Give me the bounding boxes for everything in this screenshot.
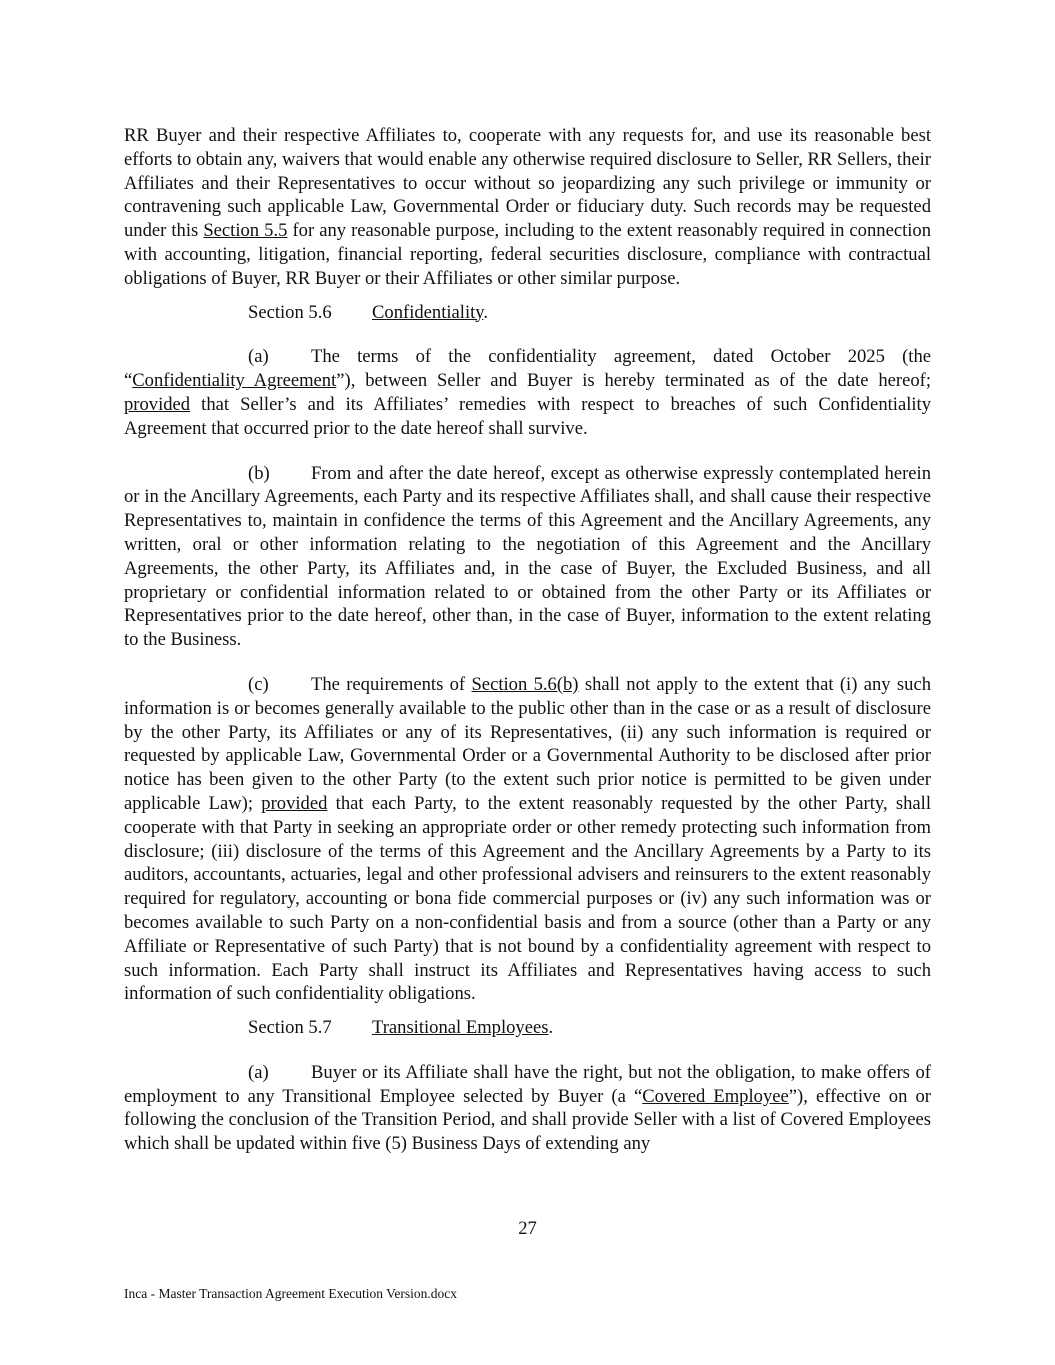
paragraph-5-7-a xyxy=(124,1061,931,1156)
section-5-6-b-reference: Section 5.6(b) xyxy=(471,673,579,695)
text: The terms of the confidentiality agreement, dated October 2025 (the “ xyxy=(124,346,931,392)
defined-term: Covered Employee xyxy=(642,1085,789,1107)
text: RR Buyer and their respective Affiliates to, cooperate with any requests for, and use its reasonable best efforts to obtain any, waivers that would enable any otherwise required disclosure to Seller, RR Sellers, their Affiliates and their Representatives to occur without so jeopardizing any such privilege or immunity or contravening such applicable Law, Governmental Order or fiduciary duty. Such records may be requested under this xyxy=(124,125,931,242)
paragraph-5-6-b xyxy=(124,462,931,652)
section-5-5-reference: Section 5.5 xyxy=(203,220,288,242)
text: shall not apply to the extent that (i) any such information is or becomes generally available to the public other than in the case or as a result of disclosure by the other Party, its Affiliates or any of its Representatives, (ii) any such information is required or requested by applicable Law, Governmental Order or a Governmental Authority to be disclosed after prior notice has been given to the other Party (to the extent such prior notice is permitted to be given under applicable Law); xyxy=(124,673,931,814)
paragraph-5-6-a xyxy=(124,345,931,440)
footer-filename: Inca - Master Transaction Agreement Execution Version.docx xyxy=(124,1286,458,1301)
text: The requirements of xyxy=(311,673,472,695)
section-number: Section 5.6 xyxy=(248,301,332,323)
defined-term: Confidentiality Agreement xyxy=(132,370,337,392)
clause-label: (a) xyxy=(248,346,269,368)
section-5-7-heading xyxy=(124,1016,931,1040)
punct: . xyxy=(548,1017,554,1039)
paragraph-5-6-c xyxy=(124,673,931,1006)
clause-label: (b) xyxy=(248,462,270,484)
text: ”), effective on or following the conclusion of the Transition Period, and shall provide Seller with a list of Covered Employees which shall be updated within five (5) Business Days of extending any xyxy=(124,1085,931,1155)
clause-label: (c) xyxy=(248,673,269,695)
provided-term: provided xyxy=(261,792,328,814)
text: that Seller’s and its Affiliates’ remedies with respect to breaches of such Confidentiality Agreement that occurred prior to the date hereof shall survive. xyxy=(124,393,931,439)
punct: . xyxy=(483,301,489,323)
section-title: Confidentiality xyxy=(372,301,484,323)
provided-term: provided xyxy=(124,393,191,415)
page-number: 27 xyxy=(518,1218,537,1239)
text: for any reasonable purpose, including to the extent reasonably required in connection with accounting, litigation, financial reporting, federal securities disclosure, compliance with contractual obligations of Buyer, RR Buyer or their Affiliates or other similar purpose. xyxy=(124,220,931,289)
document-body xyxy=(124,124,931,1156)
text: ”), between Seller and Buyer is hereby terminated as of the date hereof; xyxy=(336,370,931,392)
section-title: Transitional Employees xyxy=(372,1017,549,1039)
text: From and after the date hereof, except as otherwise expressly contemplated herein or in the Ancillary Agreements, each Party and its respective Affiliates shall, and shall cause their respective Representatives to, maintain in confidence the terms of this Agreement and the Ancillary Agreements, any written, oral or other information relating to the negotiation of this Agreement and the Ancillary Agreements, the other Party, its Affiliates and, in the case of Buyer, the Excluded Business, and all proprietary or confidential information related to or obtained from the other Party or its Affiliates or Representatives prior to the date hereof, other than, in the case of Buyer, information to the extent relating to the Business. xyxy=(124,462,931,651)
section-number: Section 5.7 xyxy=(248,1017,332,1039)
paragraph-intro xyxy=(124,124,931,291)
text: that each Party, to the extent reasonably requested by the other Party, shall cooperate with that Party in seeking an appropriate order or other remedy protecting such information from disclosure; (iii) disclosure of the terms of this Agreement and the Ancillary Agreements by a Party to its auditors, accountants, actuaries, legal and other professional advisers and reinsurers to the extent reasonably required for regulatory, accounting or bona fide commercial purposes or (iv) any such information was or becomes available to such Party on a non-confidential basis and from a source (other than a Party or any Affiliate or Representative of such Party) that is not bound by a confidentiality agreement with respect to such information. Each Party shall instruct its Affiliates and Representatives having access to such information of such confidentiality obligations. xyxy=(124,792,931,1005)
text: Buyer or its Affiliate shall have the right, but not the obligation, to make offers of employment to any Transitional Employee selected by Buyer (a “ xyxy=(124,1061,931,1107)
section-5-6-heading xyxy=(124,301,931,325)
clause-label: (a) xyxy=(248,1061,269,1083)
